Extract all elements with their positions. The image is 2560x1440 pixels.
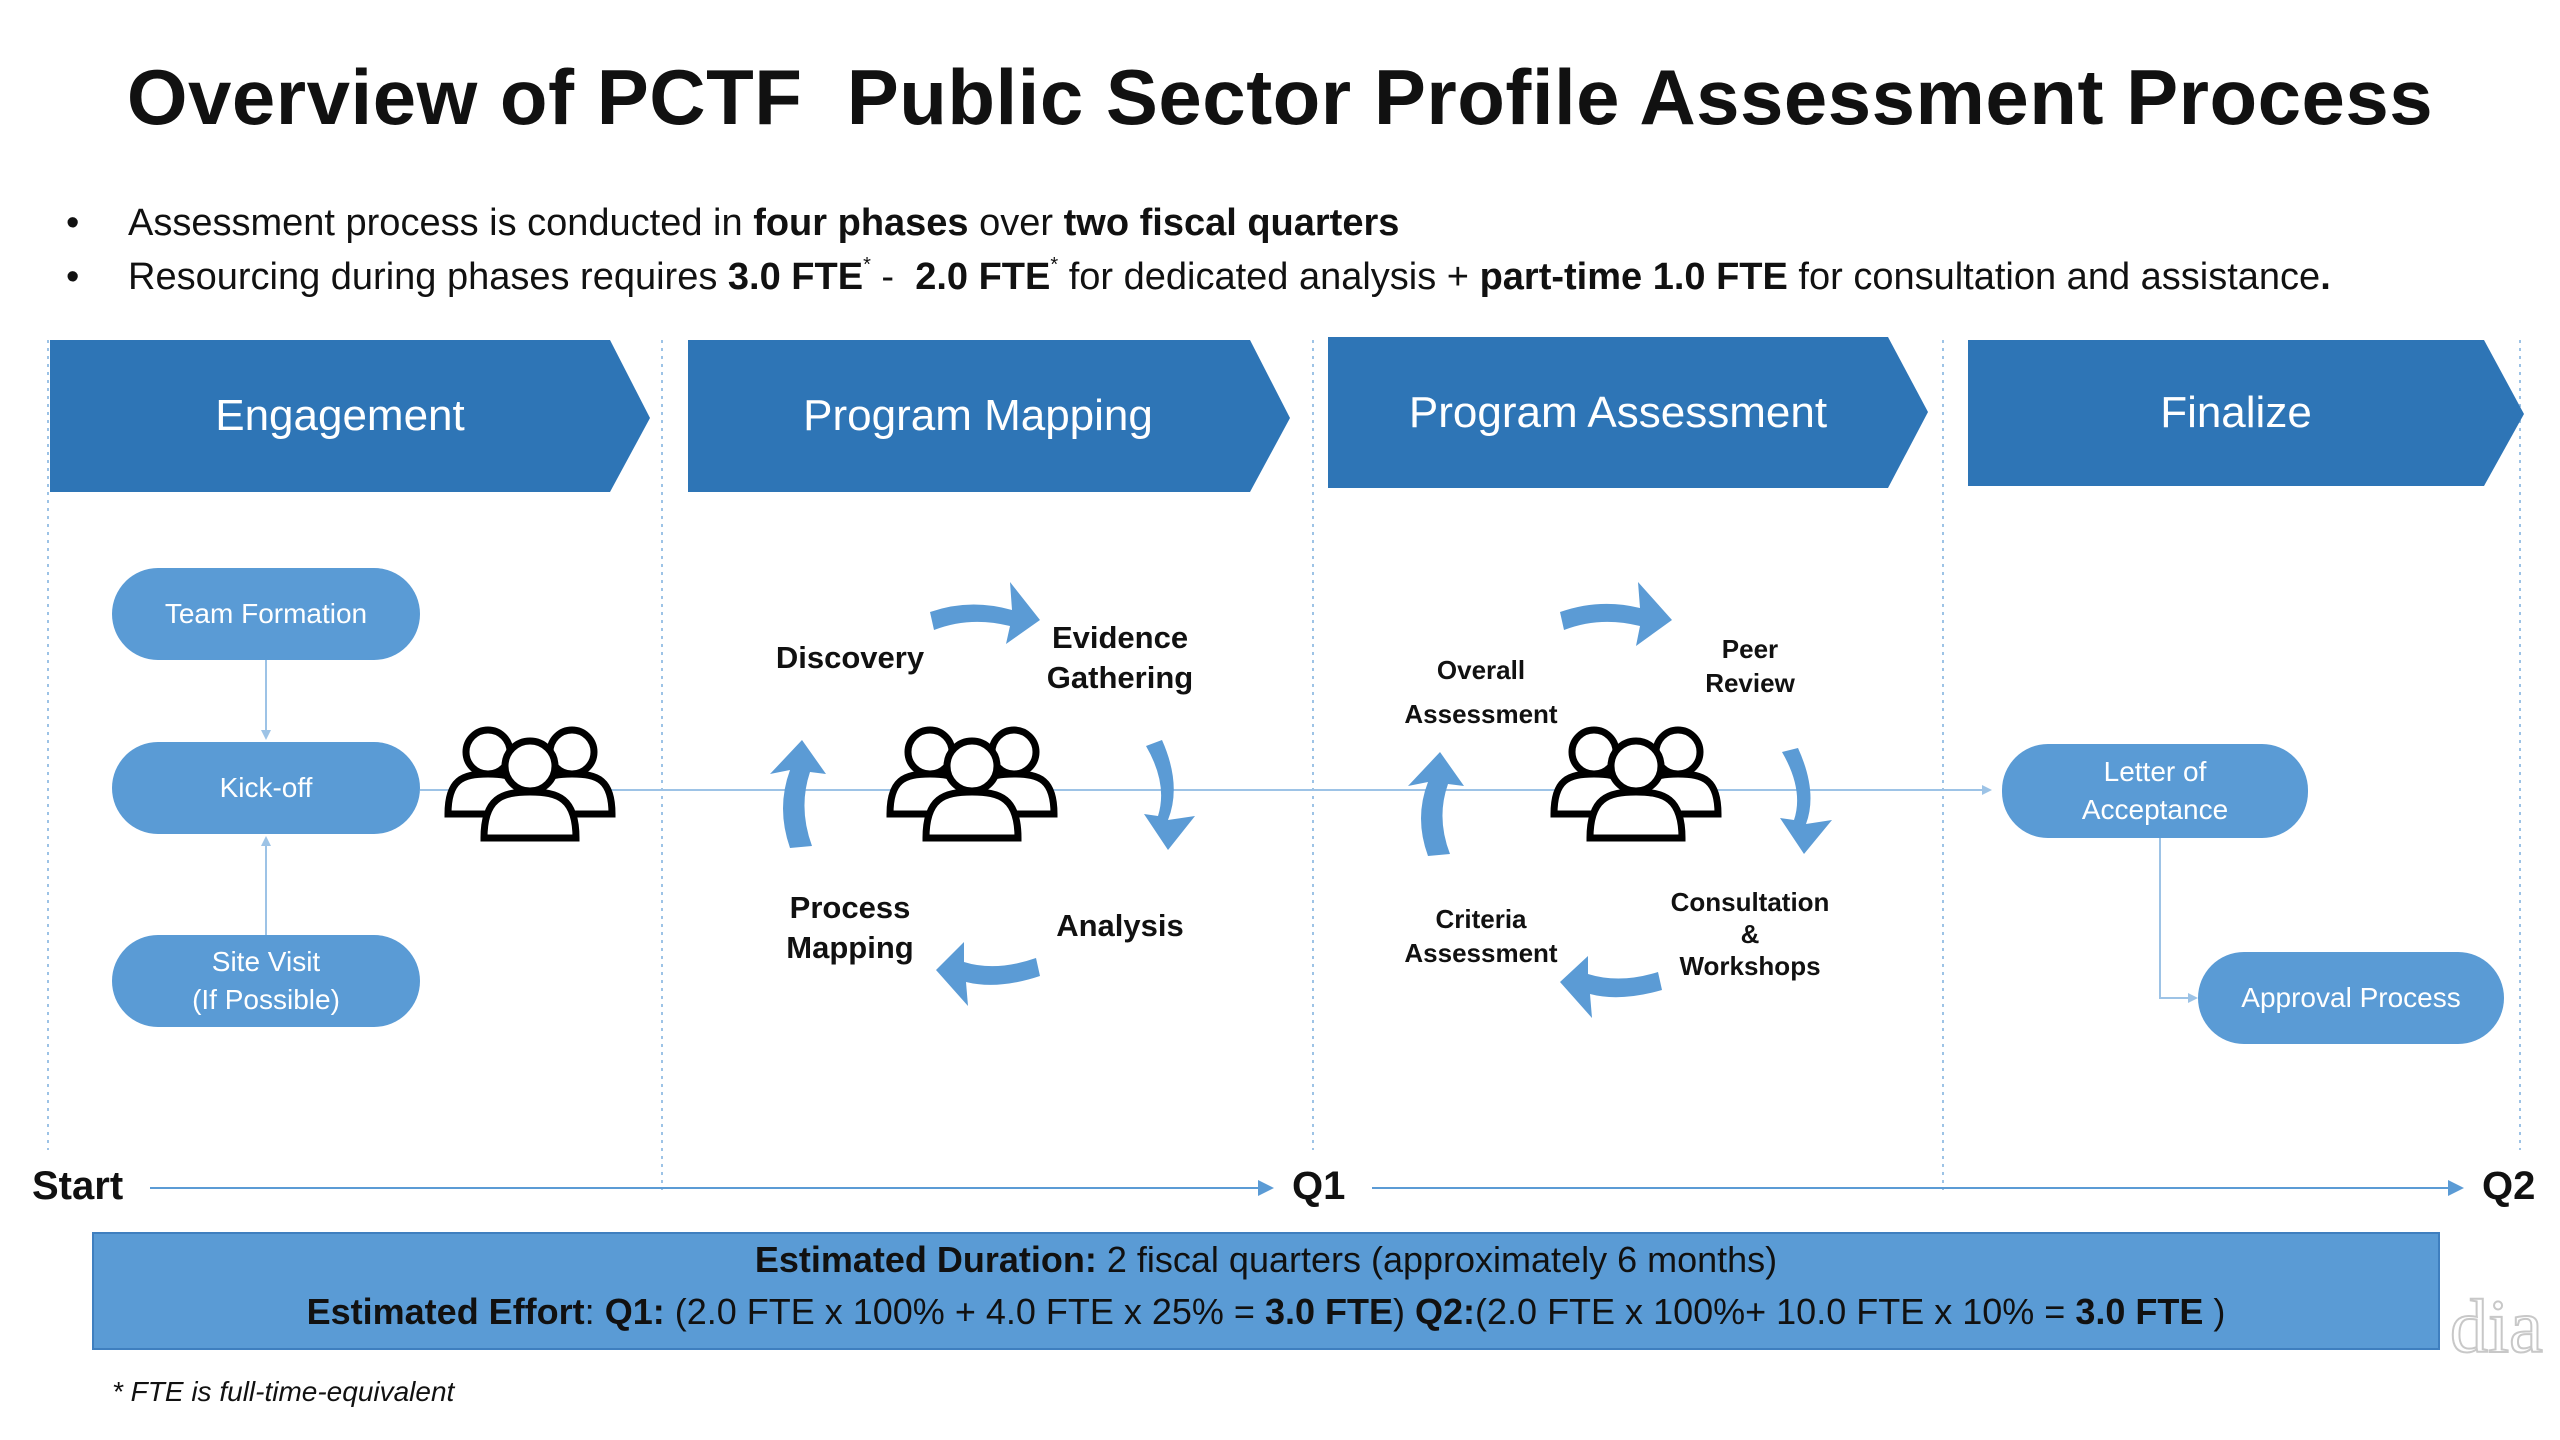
duration-label: Estimated Duration: <box>754 1239 1097 1280</box>
bullet-text: - <box>870 256 916 298</box>
bullet-bold: part-time 1.0 FTE <box>1479 256 1788 298</box>
phase-label-engagement: Engagement <box>215 391 465 440</box>
axis-label-q2: Q2 <box>2482 1164 2536 1208</box>
step-overall-assessment: Overall Assessment <box>1404 655 1558 729</box>
q2-label: Q2: <box>1415 1291 1476 1332</box>
bullet-text: over <box>968 202 1064 244</box>
page-title: Overview of PCTF Public Sector Profile Assessment Process <box>126 53 2434 141</box>
phase-label-program-assessment: Program Assessment <box>1408 387 1828 437</box>
duration-value: 2 fiscal quarters (approximately 6 months) <box>1096 1239 1778 1280</box>
people-group-icon <box>890 730 1054 838</box>
curved-arrow-icon <box>1780 748 1832 854</box>
effort-colon: : <box>584 1291 605 1332</box>
q2-formula: (2.0 FTE x 100%+ 10.0 FTE x 10% = <box>1475 1291 2076 1332</box>
q2-total: 3.0 FTE <box>2075 1291 2204 1332</box>
people-group-icon <box>448 730 612 838</box>
connector-arrow <box>2160 838 2196 998</box>
bullet-text: for consultation and assistance <box>1787 256 2321 298</box>
bullet-dot: • <box>66 202 80 244</box>
q1-total: 3.0 FTE <box>1264 1291 1394 1332</box>
bullet-text: Resourcing during phases requires <box>128 256 728 298</box>
bullet-text: for dedicated analysis + <box>1058 256 1480 298</box>
logo-watermark: dia <box>2450 1285 2543 1369</box>
q1-label: Q1: <box>604 1291 665 1332</box>
curved-arrow-icon <box>1144 740 1195 850</box>
curved-arrow-icon <box>936 942 1040 1006</box>
step-peer-review: Peer Review <box>1705 634 1795 698</box>
curved-arrow-icon <box>1560 582 1672 646</box>
duration-line <box>94 1234 2438 1286</box>
step-criteria-assessment: Criteria Assessment <box>1404 904 1558 968</box>
bullet-bold: 3.0 FTE <box>727 256 864 298</box>
step-evidence-gathering: Evidence Gathering <box>1046 620 1194 695</box>
effort-line <box>94 1286 2438 1338</box>
footnote: * FTE is full-time-equivalent <box>112 1376 455 1407</box>
q1-close: ) <box>1393 1291 1416 1332</box>
phase-label-finalize: Finalize <box>2160 388 2312 437</box>
curved-arrow-icon <box>770 740 826 848</box>
step-consultation-workshops: Consultation & Workshops <box>1670 887 1830 981</box>
step-process-mapping: Process Mapping <box>786 890 914 965</box>
bullet-bold: . <box>2320 256 2331 298</box>
kickoff-node: Kick-off <box>112 742 420 834</box>
axis-label-start: Start <box>32 1164 124 1208</box>
team-formation-node: Team Formation <box>112 568 420 660</box>
site-visit-node: Site Visit (If Possible) <box>112 935 420 1027</box>
bullet-bold: two fiscal quarters <box>1063 202 1400 244</box>
curved-arrow-icon <box>1408 752 1464 856</box>
people-group-icon <box>1554 730 1718 838</box>
bullet-bold: 2.0 FTE <box>915 256 1051 298</box>
bullet-bold: four phases <box>753 202 969 244</box>
bullet-text: Assessment process is conducted in <box>128 202 754 244</box>
asterisk: * <box>863 254 871 276</box>
step-analysis: Analysis <box>1056 908 1184 943</box>
effort-label: Estimated Effort <box>306 1291 585 1332</box>
step-discovery: Discovery <box>775 640 925 675</box>
approval-process-node: Approval Process <box>2198 952 2504 1044</box>
letter-of-acceptance-node: Letter of Acceptance <box>2002 744 2308 838</box>
summary-box <box>92 1232 2440 1350</box>
asterisk: * <box>1050 254 1059 276</box>
axis-label-q1: Q1 <box>1292 1164 1346 1208</box>
q2-close: ) <box>2203 1291 2226 1332</box>
phase-label-program-mapping: Program Mapping <box>803 391 1153 440</box>
q1-formula: (2.0 FTE x 100% + 4.0 FTE x 25% = <box>664 1291 1265 1332</box>
curved-arrow-icon <box>930 582 1040 644</box>
bullet-dot: • <box>66 256 80 298</box>
